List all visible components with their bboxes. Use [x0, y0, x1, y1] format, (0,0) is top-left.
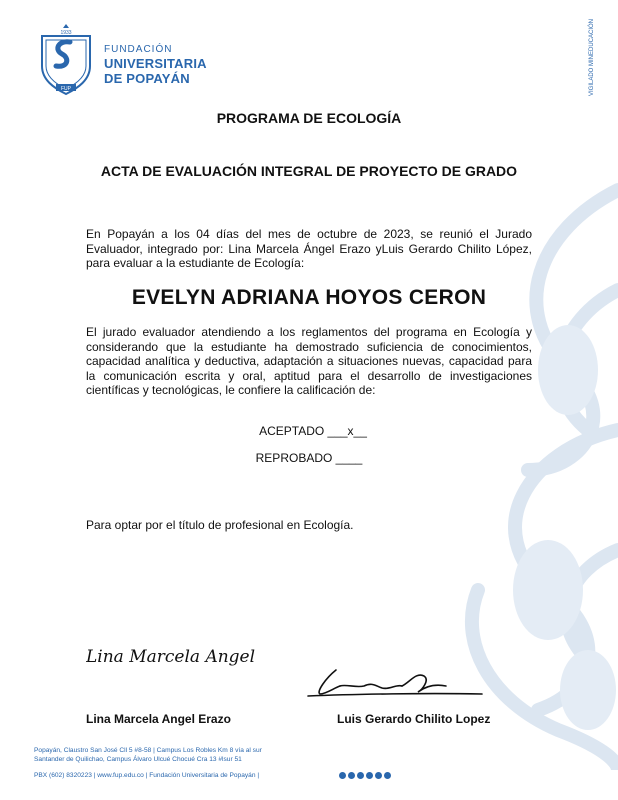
tiktok-icon[interactable]	[384, 772, 391, 779]
signature-lina-script: Lina Marcela Angel	[86, 647, 256, 667]
university-logo-icon	[36, 22, 96, 96]
student-name: EVELYN ADRIANA HOYOS CERON	[131, 286, 487, 309]
youtube-icon[interactable]	[366, 772, 373, 779]
logo-line-universitaria: UNIVERSITARIA	[104, 56, 207, 71]
instagram-icon[interactable]	[348, 772, 355, 779]
footer-address-popayan: Popayán, Claustro San José Cll 5 #8-58 | Campus Los Robles Km 8 vía al sur	[34, 747, 262, 754]
program-title: PROGRAMA DE ECOLOGÍA	[216, 110, 402, 126]
logo-line-popayan: DE POPAYÁN	[104, 71, 190, 86]
twitter-icon[interactable]	[357, 772, 364, 779]
degree-statement: Para optar por el título de profesional en Ecología.	[86, 518, 354, 532]
logo-line-fundacion: FUNDACIÓN	[104, 44, 173, 55]
signature-luis-image	[306, 664, 486, 704]
linkedin-icon[interactable]	[375, 772, 382, 779]
intro-paragraph: En Popayán a los 04 días del mes de octubre de 2023, se reunió el Jurado Evaluador, integrado por: Lina Marcela Ángel Erazo yLuis Gerardo Chilito López, para evaluar a la estudiante de Ecología:	[86, 227, 532, 270]
signature-name-lina: Lina Marcela Angel Erazo	[86, 712, 231, 726]
grade-accepted: ACEPTADO ___x__	[259, 424, 367, 438]
logo-year: 1933	[60, 30, 72, 36]
act-title: ACTA DE EVALUACIÓN INTEGRAL DE PROYECTO DE GRADO	[100, 163, 518, 179]
grade-rejected: REPROBADO ____	[255, 451, 363, 465]
vigilado-mineducacion-label: VIGILADO MINEDUCACIÓN	[589, 18, 595, 96]
footer-address-santander: Santander de Quilichao, Campus Álvaro Ulcué Chocué Cra 13 #lsur 51	[34, 756, 242, 763]
footer-contact: PBX (602) 8320223 | www.fup.edu.co | Fundación Universitaria de Popayán |	[34, 772, 260, 779]
evaluation-paragraph: El jurado evaluador atendiendo a los reglamentos del programa en Ecología y considerando que la estudiante ha demostrado suficiencia de conocimientos, capacidad analítica y deductiva, adaptación a situaciones nuevas, capacidad para la comunicación escrita y oral, aptitud para el desarrollo de investigaciones científicas y tecnológicas, le confiere la calificación de:	[86, 325, 532, 397]
facebook-icon[interactable]	[339, 772, 346, 779]
signature-lina-image	[86, 640, 256, 670]
social-icons	[339, 772, 391, 779]
logo-badge: FUP	[61, 86, 71, 92]
signature-name-luis: Luis Gerardo Chilito Lopez	[337, 712, 491, 726]
